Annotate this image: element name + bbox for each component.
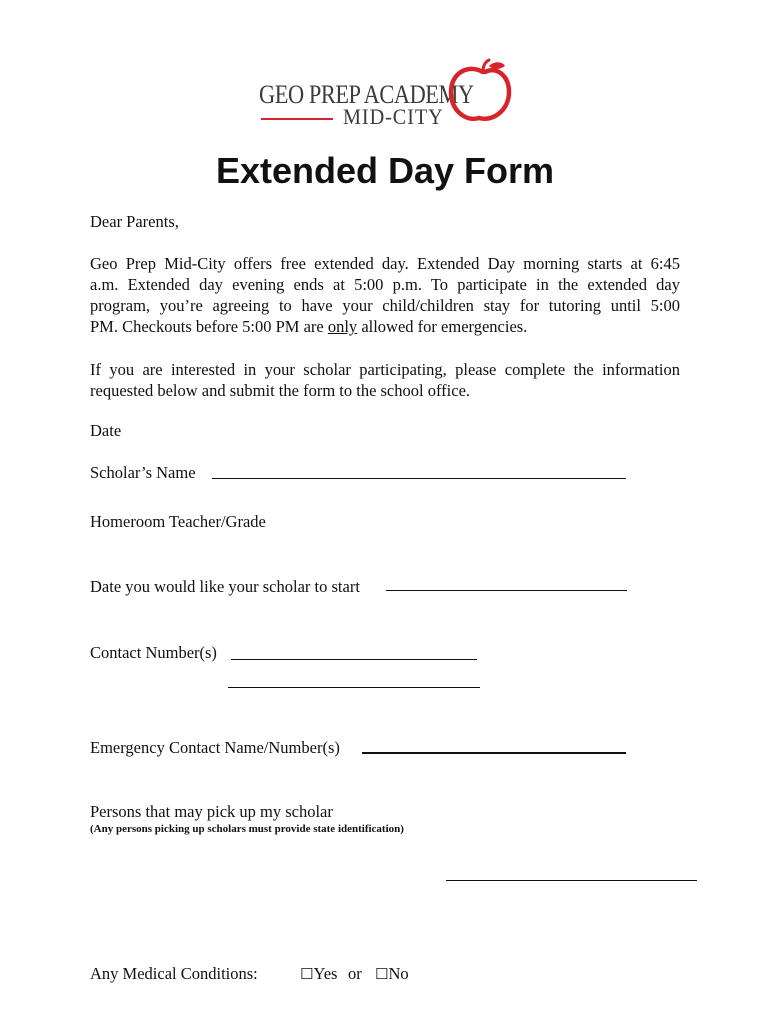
intro-line-4-end: allowed for emergencies. [357, 317, 528, 336]
start-date-label: Date you would like your scholar to start [90, 577, 360, 596]
medical-conditions-label: Any Medical Conditions: [90, 964, 258, 983]
apple-icon [445, 58, 515, 124]
emergency-contact-field[interactable] [362, 752, 626, 754]
contact-number-field-1[interactable] [231, 659, 477, 660]
medical-no-option[interactable] [375, 963, 409, 985]
intro-line-4 [90, 316, 680, 337]
logo-underline [261, 118, 333, 120]
yes-label: Yes [313, 964, 338, 983]
intro-line-2: a.m. Extended day evening ends at 5:00 p.m. To participate in the extended day [90, 275, 680, 294]
scholar-name-label: Scholar’s Name [90, 463, 196, 482]
date-label: Date [90, 421, 122, 440]
logo-text-line1: GEO PREP ACADEMY [259, 80, 474, 109]
emergency-contact-label: Emergency Contact Name/Number(s) [90, 738, 340, 757]
intro-line-4-start: PM. Checkouts before 5:00 PM are [90, 317, 328, 336]
instructions-line-2: requested below and submit the form to the school office. [90, 381, 471, 400]
or-text: or [348, 964, 362, 983]
form-title: Extended Day Form [215, 150, 555, 191]
pickup-persons-label: Persons that may pick up my scholar [90, 802, 333, 821]
pickup-persons-field[interactable] [446, 880, 697, 881]
homeroom-label: Homeroom Teacher/Grade [90, 512, 266, 531]
no-label: No [388, 964, 409, 983]
scholar-name-field[interactable] [212, 478, 626, 479]
instructions-line-1: If you are interested in your scholar participating, please complete the information [90, 360, 680, 379]
pickup-note: (Any persons picking up scholars must provide state identification) [90, 823, 404, 835]
contact-number-field-2[interactable] [228, 687, 480, 688]
instructions-paragraph [90, 359, 680, 401]
start-date-field[interactable] [386, 590, 627, 591]
intro-line-3: program, you’re agreeing to have your child/children stay for tutoring until 5:00 [90, 296, 680, 315]
school-logo [255, 58, 515, 130]
medical-yes-option[interactable] [300, 963, 337, 985]
contact-number-label: Contact Number(s) [90, 643, 217, 662]
greeting: Dear Parents, [90, 212, 179, 231]
yes-checkbox[interactable]: ☐ [300, 965, 314, 983]
intro-line-1: Geo Prep Mid-City offers free extended day. Extended Day morning starts at 6:45 [90, 254, 680, 273]
intro-paragraph [90, 253, 680, 337]
no-checkbox[interactable]: ☐ [375, 965, 389, 983]
logo-text-line2: MID-CITY [343, 104, 444, 129]
intro-emphasis-only: only [327, 317, 358, 336]
